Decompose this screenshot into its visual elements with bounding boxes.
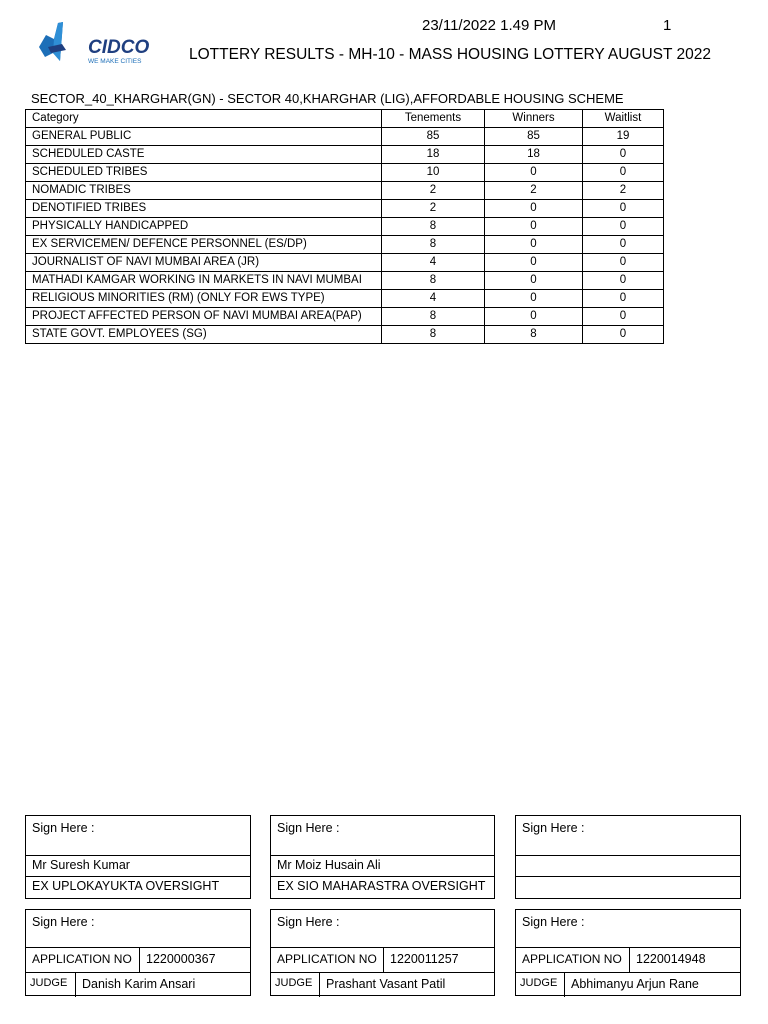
official-role <box>516 877 740 898</box>
application-no-label: APPLICATION NO <box>516 948 630 972</box>
table-header-row <box>26 110 664 128</box>
tenements-cell: 8 <box>382 308 485 326</box>
tenements-cell: 10 <box>382 164 485 182</box>
category-cell: PHYSICALLY HANDICAPPED <box>26 218 382 236</box>
waitlist-cell: 0 <box>583 254 664 272</box>
category-cell: SCHEDULED CASTE <box>26 146 382 164</box>
category-cell: SCHEDULED TRIBES <box>26 164 382 182</box>
official-name <box>516 856 740 877</box>
tenements-cell: 4 <box>382 290 485 308</box>
table-row <box>26 326 664 344</box>
winners-cell: 0 <box>485 200 583 218</box>
tenements-cell: 8 <box>382 218 485 236</box>
column-header-winners: Winners <box>485 110 583 128</box>
sign-here-label: Sign Here : <box>516 816 740 856</box>
category-cell: RELIGIOUS MINORITIES (RM) (ONLY FOR EWS TYPE) <box>26 290 382 308</box>
tenements-cell: 8 <box>382 236 485 254</box>
application-row <box>271 948 494 973</box>
tenements-cell: 18 <box>382 146 485 164</box>
judge-label: JUDGE <box>26 973 76 997</box>
table-row <box>26 128 664 146</box>
judge-row <box>26 973 250 997</box>
column-header-waitlist: Waitlist <box>583 110 664 128</box>
tenements-cell: 85 <box>382 128 485 146</box>
application-no-label: APPLICATION NO <box>26 948 140 972</box>
winners-cell: 0 <box>485 254 583 272</box>
category-cell: PROJECT AFFECTED PERSON OF NAVI MUMBAI AREA(PAP) <box>26 308 382 326</box>
judge-label: JUDGE <box>516 973 565 997</box>
table-row <box>26 164 664 182</box>
judge-label: JUDGE <box>271 973 320 997</box>
category-cell: EX SERVICEMEN/ DEFENCE PERSONNEL (ES/DP) <box>26 236 382 254</box>
table-row <box>26 182 664 200</box>
official-role: EX SIO MAHARASTRA OVERSIGHT <box>277 879 486 893</box>
sign-here-label: Sign Here : <box>516 910 740 948</box>
waitlist-cell: 0 <box>583 146 664 164</box>
table-row <box>26 254 664 272</box>
svg-text:WE MAKE CITIES: WE MAKE CITIES <box>88 58 142 65</box>
winners-cell: 8 <box>485 326 583 344</box>
winners-cell: 0 <box>485 236 583 254</box>
winners-cell: 18 <box>485 146 583 164</box>
sign-here-label: Sign Here : <box>26 816 250 856</box>
sign-here-label: Sign Here : <box>271 910 494 948</box>
category-cell: JOURNALIST OF NAVI MUMBAI AREA (JR) <box>26 254 382 272</box>
official-name: Mr Suresh Kumar <box>26 856 250 877</box>
table-row <box>26 272 664 290</box>
winners-cell: 0 <box>485 308 583 326</box>
category-cell: DENOTIFIED TRIBES <box>26 200 382 218</box>
tenements-cell: 8 <box>382 326 485 344</box>
category-cell: STATE GOVT. EMPLOYEES (SG) <box>26 326 382 344</box>
winners-cell: 85 <box>485 128 583 146</box>
judge-name: Danish Karim Ansari <box>82 977 196 991</box>
table-row <box>26 200 664 218</box>
winners-cell: 2 <box>485 182 583 200</box>
winners-cell: 0 <box>485 218 583 236</box>
lottery-results-table <box>25 109 664 344</box>
application-no-value: 1220000367 <box>146 952 216 966</box>
judge-signature-box <box>270 909 495 996</box>
official-name: Mr Moiz Husain Ali <box>271 856 494 877</box>
table-row <box>26 218 664 236</box>
waitlist-cell: 0 <box>583 308 664 326</box>
page-number: 1 <box>663 17 672 34</box>
judge-name: Prashant Vasant Patil <box>326 977 446 991</box>
application-no-value: 1220014948 <box>636 952 706 966</box>
application-row <box>26 948 250 973</box>
table-row <box>26 308 664 326</box>
sign-here-label: Sign Here : <box>271 816 494 856</box>
official-signature-box <box>515 815 741 899</box>
category-cell: GENERAL PUBLIC <box>26 128 382 146</box>
judge-row <box>271 973 494 997</box>
judge-signature-box <box>25 909 251 996</box>
waitlist-cell: 0 <box>583 326 664 344</box>
official-signature-box <box>270 815 495 899</box>
waitlist-cell: 0 <box>583 272 664 290</box>
waitlist-cell: 0 <box>583 164 664 182</box>
official-role: EX UPLOKAYUKTA OVERSIGHT <box>32 879 220 893</box>
tenements-cell: 4 <box>382 254 485 272</box>
waitlist-cell: 0 <box>583 200 664 218</box>
winners-cell: 0 <box>485 164 583 182</box>
waitlist-cell: 19 <box>583 128 664 146</box>
print-datetime: 23/11/2022 1.49 PM <box>422 17 556 34</box>
judge-row <box>516 973 740 997</box>
sign-here-label: Sign Here : <box>26 910 250 948</box>
official-signature-box <box>25 815 251 899</box>
column-header-category: Category <box>26 110 382 128</box>
waitlist-cell: 0 <box>583 236 664 254</box>
page-title: LOTTERY RESULTS - MH-10 - MASS HOUSING LOTTERY AUGUST 2022 <box>189 46 711 63</box>
table-row <box>26 146 664 164</box>
column-header-tenements: Tenements <box>382 110 485 128</box>
category-cell: MATHADI KAMGAR WORKING IN MARKETS IN NAVI MUMBAI <box>26 272 382 290</box>
application-row <box>516 948 740 973</box>
waitlist-cell: 0 <box>583 218 664 236</box>
scheme-heading: SECTOR_40_KHARGHAR(GN) - SECTOR 40,KHARGHAR (LIG),AFFORDABLE HOUSING SCHEME <box>31 91 624 106</box>
tenements-cell: 8 <box>382 272 485 290</box>
waitlist-cell: 2 <box>583 182 664 200</box>
tenements-cell: 2 <box>382 200 485 218</box>
table-row <box>26 236 664 254</box>
table-row <box>26 290 664 308</box>
category-cell: NOMADIC TRIBES <box>26 182 382 200</box>
tenements-cell: 2 <box>382 182 485 200</box>
waitlist-cell: 0 <box>583 290 664 308</box>
judge-name: Abhimanyu Arjun Rane <box>571 977 699 991</box>
svg-text:CIDCO: CIDCO <box>88 37 150 58</box>
cidco-logo-icon <box>36 17 158 69</box>
judge-signature-box <box>515 909 741 996</box>
winners-cell: 0 <box>485 272 583 290</box>
cidco-logo <box>36 17 158 69</box>
application-no-label: APPLICATION NO <box>271 948 384 972</box>
winners-cell: 0 <box>485 290 583 308</box>
application-no-value: 1220011257 <box>390 952 459 966</box>
